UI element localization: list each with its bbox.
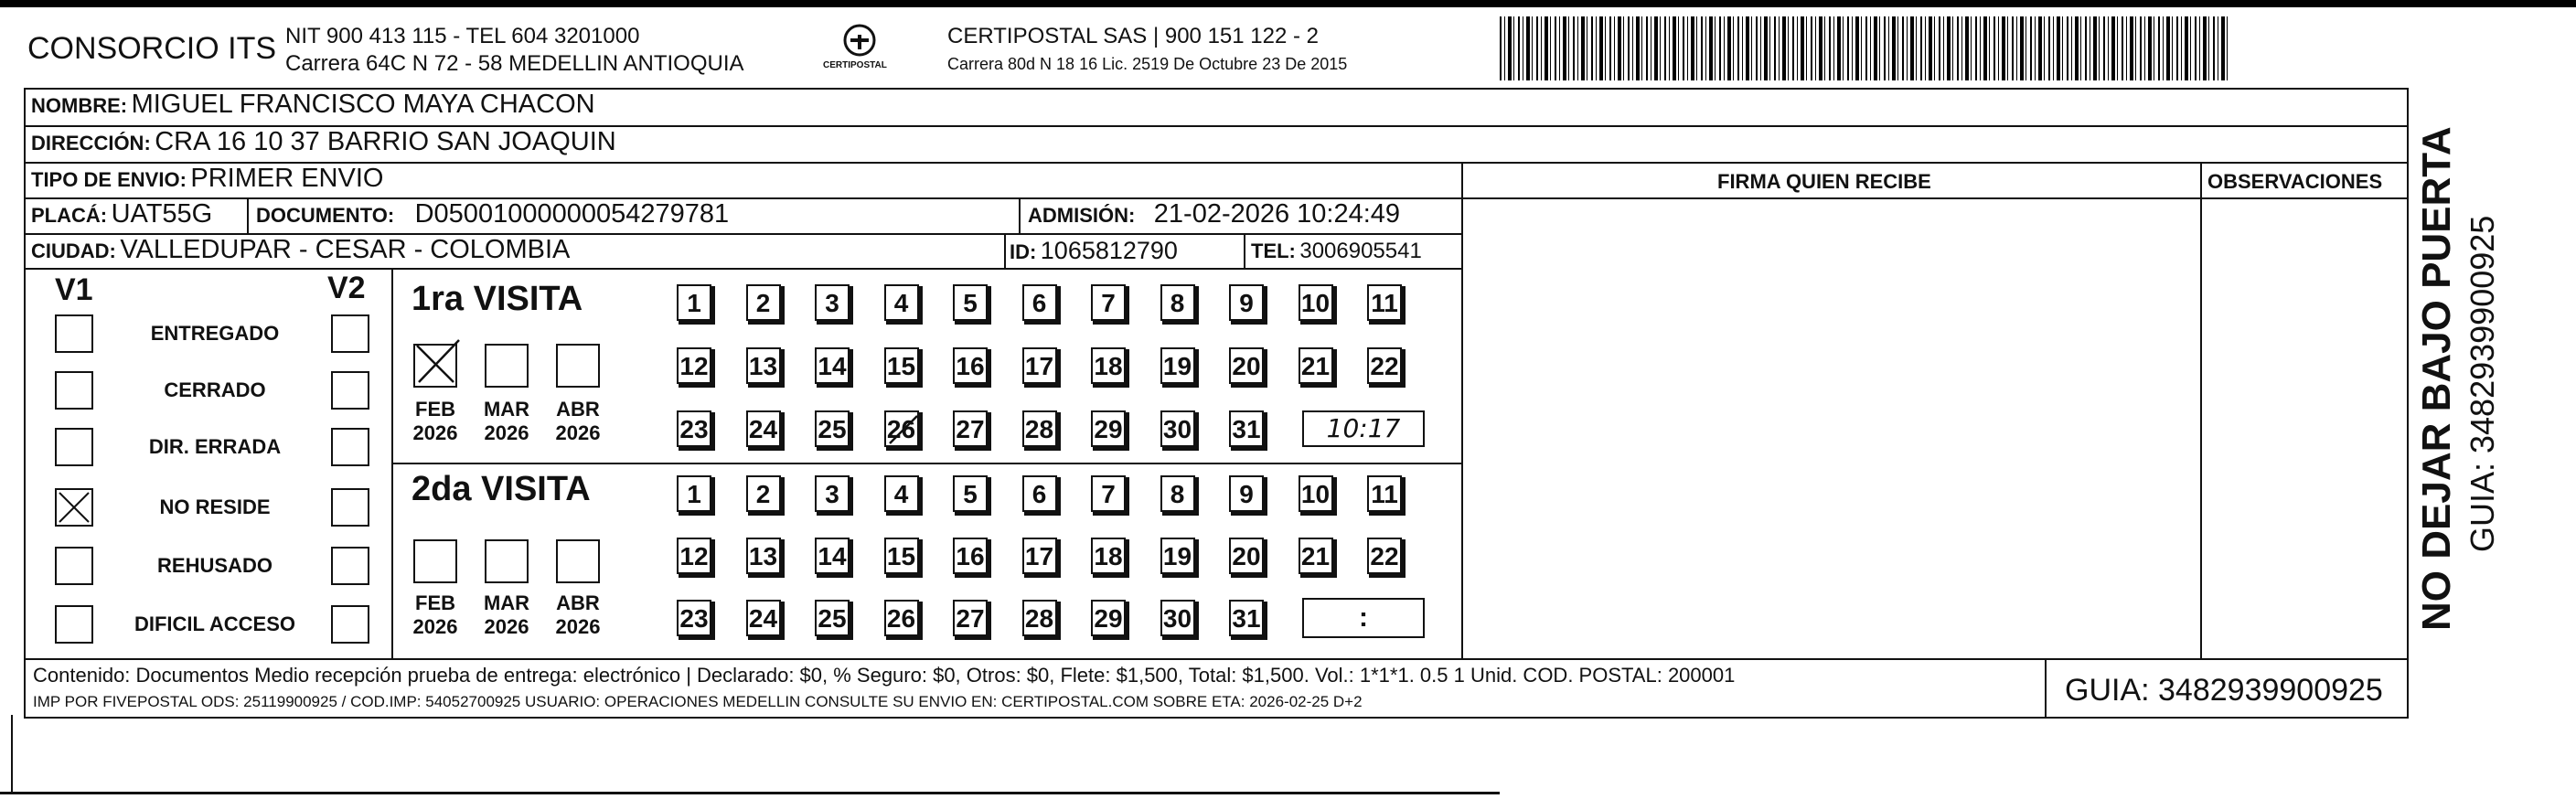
day-box[interactable] bbox=[815, 538, 850, 574]
day-number: 2 bbox=[755, 480, 771, 508]
ciudad-value: VALLEDUPAR - CESAR - COLOMBIA bbox=[120, 235, 571, 264]
carrier-line: CERTIPOSTAL SAS | 900 151 122 - 2 bbox=[947, 24, 1319, 48]
day-number: 26 bbox=[886, 415, 916, 443]
day-box[interactable] bbox=[746, 284, 781, 321]
day-number: 23 bbox=[679, 604, 709, 633]
v2-checkbox[interactable] bbox=[331, 428, 369, 466]
visita2-title: 2da VISITA bbox=[412, 470, 591, 508]
logo-text: CERTIPOSTAL bbox=[823, 60, 887, 70]
day-number: 18 bbox=[1094, 352, 1123, 380]
direccion-label: DIRECCIÓN: bbox=[31, 132, 151, 154]
tipo-value: PRIMER ENVIO bbox=[190, 164, 384, 193]
day-box[interactable] bbox=[1091, 347, 1126, 384]
day-box[interactable] bbox=[1022, 475, 1057, 512]
admision-value: 21-02-2026 10:24:49 bbox=[1153, 199, 1401, 229]
day-box[interactable] bbox=[1367, 538, 1402, 574]
day-number: 8 bbox=[1170, 480, 1185, 508]
day-box[interactable] bbox=[953, 538, 988, 574]
day-box[interactable] bbox=[1229, 538, 1264, 574]
day-box[interactable] bbox=[884, 538, 919, 574]
month-checkbox[interactable] bbox=[485, 539, 529, 583]
day-box[interactable] bbox=[677, 284, 711, 321]
v1-checkbox[interactable] bbox=[55, 371, 93, 410]
nombre-field bbox=[31, 90, 595, 120]
day-box[interactable] bbox=[953, 347, 988, 384]
day-number: 13 bbox=[748, 542, 778, 570]
day-box[interactable] bbox=[1160, 475, 1195, 512]
year-label: 2026 bbox=[412, 615, 458, 638]
day-box[interactable] bbox=[1367, 475, 1402, 512]
day-number: 10 bbox=[1300, 289, 1331, 317]
status-label: DIR. ERRADA bbox=[148, 435, 282, 458]
day-number: 17 bbox=[1024, 542, 1054, 570]
day-number: 27 bbox=[956, 415, 985, 443]
day-number: 7 bbox=[1101, 480, 1116, 508]
day-number: 25 bbox=[818, 415, 847, 443]
day-box[interactable] bbox=[1229, 347, 1264, 384]
day-box[interactable] bbox=[1299, 475, 1333, 512]
month-label: ABR bbox=[556, 591, 600, 614]
day-number: 20 bbox=[1232, 352, 1261, 380]
day-number: 4 bbox=[893, 480, 909, 508]
carrier-address: Carrera 80d N 18 16 Lic. 2519 De Octubre 23 De 2015 bbox=[947, 55, 1348, 73]
id-value: 1065812790 bbox=[1040, 237, 1178, 264]
day-number: 27 bbox=[956, 604, 985, 633]
day-number: 4 bbox=[893, 289, 909, 317]
day-number: 31 bbox=[1232, 604, 1261, 633]
tel-value: 3006905541 bbox=[1299, 239, 1422, 263]
day-box[interactable] bbox=[815, 284, 850, 321]
day-number: 9 bbox=[1239, 289, 1254, 317]
day-box[interactable] bbox=[746, 410, 781, 447]
day-box[interactable] bbox=[1022, 538, 1057, 574]
day-number: 14 bbox=[818, 542, 847, 570]
footer-contenido: Contenido: Documentos Medio recepción prueba de entrega: electrónico | Declarado: $0, % Seguro: $0, Otros: $0, Flete: $1,500, Total: $1,500. Vol.: 1*1*1. 0.5 1 Unid. COD. POSTAL: 200001 bbox=[33, 664, 1736, 687]
day-number: 28 bbox=[1024, 415, 1054, 443]
day-box[interactable] bbox=[677, 410, 711, 447]
day-box[interactable] bbox=[884, 347, 919, 384]
day-number: 29 bbox=[1094, 604, 1123, 633]
footer-imp-line: IMP POR FIVEPOSTAL ODS: 25119900925 / COD.IMP: 54052700925 USUARIO: OPERACIONES MEDELLIN CONSULTE SU ENVIO EN: CERTIPOSTAL.COM SOBRE ETA: 2026-02-25 D+2 bbox=[33, 693, 1363, 710]
day-box[interactable] bbox=[815, 475, 850, 512]
day-number: 11 bbox=[1371, 289, 1398, 317]
direccion-value: CRA 16 10 37 BARRIO SAN JOAQUIN bbox=[155, 127, 616, 156]
ciudad-field bbox=[31, 235, 570, 265]
x-mark-icon bbox=[412, 336, 466, 388]
day-number: 6 bbox=[1031, 289, 1047, 317]
day-number: 18 bbox=[1094, 542, 1123, 570]
id-label: ID: bbox=[1010, 240, 1037, 263]
visita1-time-value: 10:17 bbox=[1326, 413, 1401, 443]
day-box[interactable] bbox=[1229, 475, 1264, 512]
tipo-label: TIPO DE ENVIO: bbox=[31, 168, 187, 191]
v1-checkbox[interactable] bbox=[55, 314, 93, 353]
placa-label: PLACÁ: bbox=[31, 204, 108, 227]
day-box[interactable] bbox=[815, 600, 850, 636]
status-label: CERRADO bbox=[164, 378, 266, 401]
day-box[interactable] bbox=[953, 600, 988, 636]
day-number: 17 bbox=[1024, 352, 1054, 380]
status-label: ENTREGADO bbox=[150, 322, 280, 345]
nit-line: NIT 900 413 115 - TEL 604 3201000 bbox=[285, 24, 640, 48]
placa-value: UAT55G bbox=[111, 199, 213, 229]
nombre-value: MIGUEL FRANCISCO MAYA CHACON bbox=[131, 90, 595, 119]
day-box[interactable] bbox=[953, 410, 988, 447]
status-label: REHUSADO bbox=[157, 554, 273, 577]
v2-checkbox[interactable] bbox=[331, 371, 369, 410]
side-warning: NO DEJAR BAJO PUERTA bbox=[2414, 126, 2459, 631]
year-label: 2026 bbox=[555, 421, 601, 444]
address-line: Carrera 64C N 72 - 58 MEDELLIN ANTIOQUIA bbox=[285, 51, 744, 76]
day-box[interactable] bbox=[815, 410, 850, 447]
visita2-time-box bbox=[1302, 598, 1425, 638]
month-label: ABR bbox=[556, 398, 600, 421]
ciudad-label: CIUDAD: bbox=[31, 240, 116, 262]
day-box[interactable] bbox=[1022, 410, 1057, 447]
day-number: 28 bbox=[1024, 604, 1054, 633]
day-number: 11 bbox=[1371, 480, 1398, 508]
day-box[interactable] bbox=[1091, 410, 1126, 447]
day-number: 26 bbox=[886, 604, 916, 633]
day-box[interactable] bbox=[1367, 347, 1402, 384]
day-box[interactable] bbox=[1022, 284, 1057, 321]
day-number: 12 bbox=[679, 352, 709, 380]
day-number: 21 bbox=[1300, 352, 1331, 380]
month-checkbox[interactable] bbox=[413, 539, 457, 583]
day-number: 5 bbox=[963, 289, 978, 317]
day-box[interactable] bbox=[884, 284, 919, 321]
day-box[interactable] bbox=[677, 347, 711, 384]
day-number: 24 bbox=[748, 604, 778, 633]
visita2-time-value: : bbox=[1359, 602, 1368, 633]
day-number: 12 bbox=[679, 542, 709, 570]
v1-checkbox[interactable] bbox=[55, 488, 93, 527]
nombre-label: NOMBRE: bbox=[31, 94, 128, 117]
day-number: 16 bbox=[956, 352, 985, 380]
month-checkbox[interactable] bbox=[485, 344, 529, 388]
day-box[interactable] bbox=[1022, 347, 1057, 384]
status-label: DIFICIL ACCESO bbox=[134, 613, 295, 635]
day-box[interactable] bbox=[1022, 600, 1057, 636]
month-label: FEB bbox=[415, 591, 455, 614]
day-box[interactable] bbox=[1299, 538, 1333, 574]
day-number: 14 bbox=[818, 352, 847, 380]
year-label: 2026 bbox=[555, 615, 601, 638]
day-box[interactable] bbox=[884, 475, 919, 512]
day-box[interactable] bbox=[746, 538, 781, 574]
day-number: 31 bbox=[1232, 415, 1261, 443]
day-number: 10 bbox=[1300, 480, 1331, 508]
day-box[interactable] bbox=[884, 410, 919, 447]
month-checkbox[interactable] bbox=[556, 539, 600, 583]
day-number: 22 bbox=[1370, 542, 1399, 570]
day-box[interactable] bbox=[1091, 475, 1126, 512]
documento-field bbox=[256, 199, 729, 229]
bottom-line bbox=[0, 792, 1500, 794]
day-number: 22 bbox=[1370, 352, 1399, 380]
v2-checkbox[interactable] bbox=[331, 488, 369, 527]
day-number: 25 bbox=[818, 604, 847, 633]
observaciones-label: OBSERVACIONES bbox=[2207, 170, 2383, 193]
day-box[interactable] bbox=[815, 347, 850, 384]
placa-field bbox=[31, 199, 212, 229]
day-box[interactable] bbox=[746, 347, 781, 384]
day-number: 15 bbox=[886, 542, 916, 570]
day-box[interactable] bbox=[1299, 347, 1333, 384]
day-box[interactable] bbox=[1160, 410, 1195, 447]
v2-checkbox[interactable] bbox=[331, 314, 369, 353]
id-field bbox=[1010, 237, 1178, 265]
strike-mark-icon bbox=[886, 412, 921, 447]
month-checkbox[interactable] bbox=[413, 344, 457, 388]
day-number: 16 bbox=[956, 542, 985, 570]
day-number: 15 bbox=[886, 352, 916, 380]
month-label: MAR bbox=[483, 398, 530, 421]
day-box[interactable] bbox=[1091, 538, 1126, 574]
side-guia: GUIA: 3482939900925 bbox=[2464, 215, 2501, 552]
day-box[interactable] bbox=[1091, 284, 1126, 321]
day-box[interactable] bbox=[677, 538, 711, 574]
firma-label: FIRMA QUIEN RECIBE bbox=[1717, 170, 1931, 193]
day-number: 1 bbox=[687, 480, 701, 508]
day-box[interactable] bbox=[1367, 284, 1402, 321]
tel-label: TEL: bbox=[1251, 240, 1296, 262]
day-box[interactable] bbox=[746, 600, 781, 636]
month-label: MAR bbox=[483, 591, 530, 614]
status-label: NO RESIDE bbox=[159, 495, 271, 518]
day-box[interactable] bbox=[1299, 284, 1333, 321]
admision-field bbox=[1028, 199, 1400, 229]
year-label: 2026 bbox=[484, 615, 529, 638]
v1-checkbox[interactable] bbox=[55, 428, 93, 466]
day-number: 3 bbox=[825, 289, 839, 317]
day-number: 8 bbox=[1170, 289, 1185, 317]
day-number: 3 bbox=[825, 480, 839, 508]
day-box[interactable] bbox=[1160, 284, 1195, 321]
day-number: 9 bbox=[1239, 480, 1254, 508]
day-number: 2 bbox=[755, 289, 771, 317]
day-box[interactable] bbox=[746, 475, 781, 512]
v1-checkbox[interactable] bbox=[55, 547, 93, 585]
day-number: 30 bbox=[1162, 415, 1192, 443]
day-number: 1 bbox=[687, 289, 701, 317]
day-number: 19 bbox=[1162, 542, 1192, 570]
day-box[interactable] bbox=[953, 284, 988, 321]
day-number: 19 bbox=[1162, 352, 1192, 380]
visita1-time-box bbox=[1302, 410, 1425, 447]
day-number: 30 bbox=[1162, 604, 1192, 633]
v2-checkbox[interactable] bbox=[331, 605, 369, 644]
day-number: 23 bbox=[679, 415, 709, 443]
v2-checkbox[interactable] bbox=[331, 547, 369, 585]
day-box[interactable] bbox=[953, 475, 988, 512]
left-edge-line bbox=[11, 715, 13, 792]
day-box[interactable] bbox=[1160, 347, 1195, 384]
day-box[interactable] bbox=[1229, 284, 1264, 321]
v1-label: V1 bbox=[55, 272, 93, 307]
visita1-title: 1ra VISITA bbox=[412, 280, 583, 318]
year-label: 2026 bbox=[412, 421, 458, 444]
company-name: CONSORCIO ITS bbox=[27, 31, 277, 66]
day-number: 20 bbox=[1232, 542, 1261, 570]
day-box[interactable] bbox=[1160, 538, 1195, 574]
day-box[interactable] bbox=[1229, 600, 1264, 636]
admision-label: ADMISIÓN: bbox=[1028, 204, 1136, 227]
day-number: 7 bbox=[1101, 289, 1116, 317]
day-box[interactable] bbox=[1160, 600, 1195, 636]
day-number: 13 bbox=[748, 352, 778, 380]
year-label: 2026 bbox=[484, 421, 529, 444]
footer-guia: GUIA: 3482939900925 bbox=[2065, 673, 2383, 708]
day-number: 5 bbox=[963, 480, 978, 508]
day-box[interactable] bbox=[677, 600, 711, 636]
documento-value: D05001000000054279781 bbox=[414, 199, 730, 229]
documento-label: DOCUMENTO: bbox=[256, 204, 395, 227]
day-box[interactable] bbox=[884, 600, 919, 636]
day-number: 21 bbox=[1300, 542, 1331, 570]
day-box[interactable] bbox=[1229, 410, 1264, 447]
top-border bbox=[0, 0, 2576, 7]
v2-label: V2 bbox=[327, 271, 366, 305]
tipo-envio-field bbox=[31, 164, 383, 194]
month-checkbox[interactable] bbox=[556, 344, 600, 388]
barcode bbox=[1500, 16, 2231, 80]
day-number: 29 bbox=[1094, 415, 1123, 443]
direccion-field bbox=[31, 127, 616, 157]
day-box[interactable] bbox=[1091, 600, 1126, 636]
month-label: FEB bbox=[415, 398, 455, 421]
x-mark-icon bbox=[57, 490, 91, 525]
v1-checkbox[interactable] bbox=[55, 605, 93, 644]
day-box[interactable] bbox=[677, 475, 711, 512]
tel-field bbox=[1251, 239, 1422, 264]
day-number: 6 bbox=[1031, 480, 1047, 508]
day-number: 24 bbox=[748, 415, 778, 443]
